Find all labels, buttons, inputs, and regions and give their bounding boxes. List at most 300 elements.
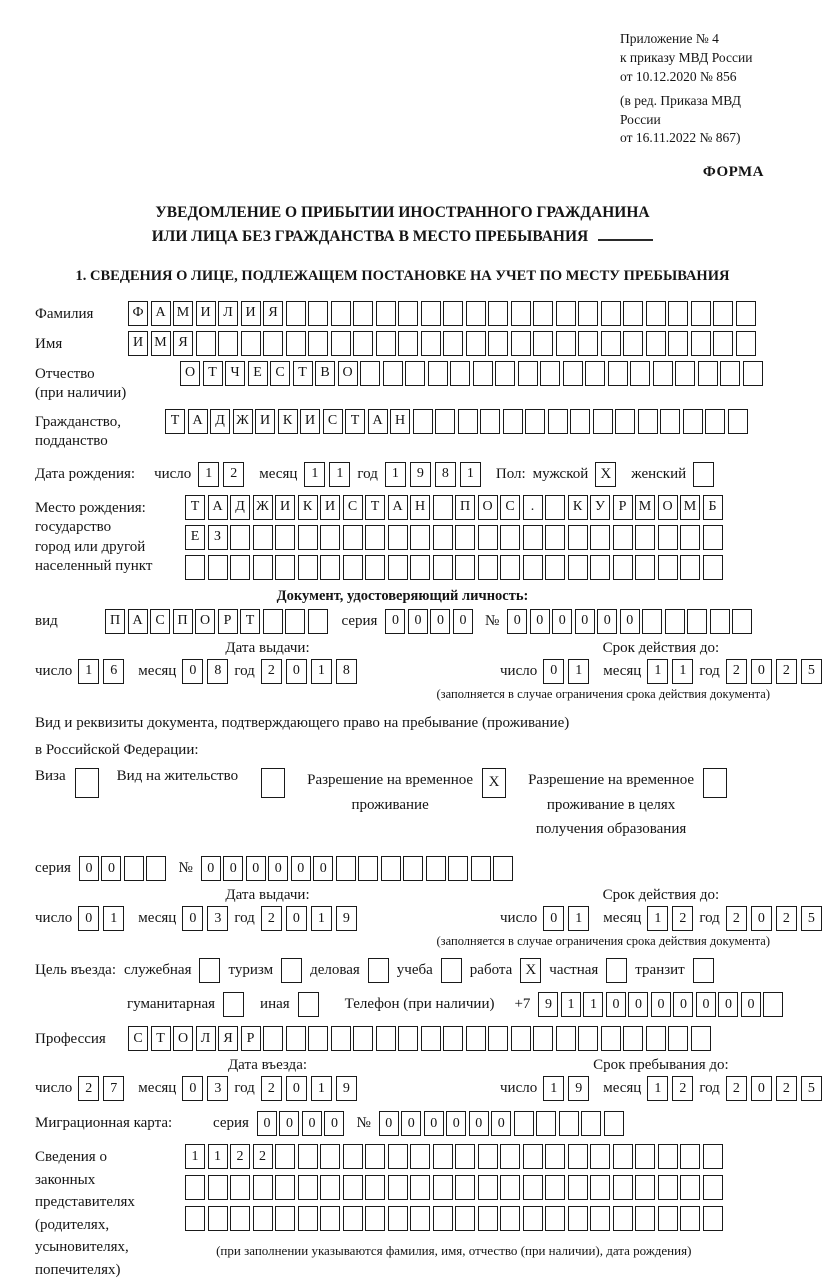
male-checkbox[interactable]: X <box>595 462 616 487</box>
char-box[interactable]: И <box>255 409 275 434</box>
char-box[interactable] <box>601 1026 621 1051</box>
char-box[interactable] <box>376 331 396 356</box>
char-box[interactable] <box>665 609 685 634</box>
char-box[interactable] <box>545 1144 565 1169</box>
char-box[interactable]: 6 <box>103 659 124 684</box>
char-box[interactable] <box>466 301 486 326</box>
char-box[interactable] <box>585 361 605 386</box>
char-box[interactable]: Т <box>165 409 185 434</box>
char-box[interactable]: Б <box>703 495 723 520</box>
char-box[interactable] <box>578 331 598 356</box>
char-box[interactable] <box>308 609 328 634</box>
char-box[interactable] <box>275 525 295 550</box>
char-box[interactable] <box>540 361 560 386</box>
purpose-business-checkbox[interactable] <box>199 958 220 983</box>
char-box[interactable] <box>630 361 650 386</box>
char-box[interactable]: 5 <box>801 906 822 931</box>
char-box[interactable]: С <box>343 495 363 520</box>
char-box[interactable] <box>405 361 425 386</box>
char-box[interactable] <box>668 301 688 326</box>
char-box[interactable]: С <box>150 609 170 634</box>
char-box[interactable] <box>410 1144 430 1169</box>
char-box[interactable]: О <box>338 361 358 386</box>
char-box[interactable] <box>743 361 763 386</box>
char-box[interactable]: Я <box>218 1026 238 1051</box>
char-box[interactable]: Т <box>365 495 385 520</box>
char-box[interactable] <box>478 555 498 580</box>
char-box[interactable] <box>646 301 666 326</box>
char-box[interactable] <box>518 361 538 386</box>
char-box[interactable]: 0 <box>279 1111 299 1136</box>
char-box[interactable] <box>523 555 543 580</box>
char-box[interactable] <box>691 331 711 356</box>
char-box[interactable]: 0 <box>469 1111 489 1136</box>
char-box[interactable]: Р <box>241 1026 261 1051</box>
char-box[interactable]: Р <box>218 609 238 634</box>
char-box[interactable] <box>590 1206 610 1231</box>
char-box[interactable] <box>410 555 430 580</box>
char-box[interactable]: Т <box>293 361 313 386</box>
char-box[interactable]: 9 <box>410 462 431 487</box>
char-box[interactable] <box>635 1144 655 1169</box>
char-box[interactable] <box>298 555 318 580</box>
char-box[interactable]: 3 <box>207 1076 228 1101</box>
char-box[interactable] <box>353 301 373 326</box>
char-box[interactable] <box>495 361 515 386</box>
char-box[interactable] <box>443 1026 463 1051</box>
char-box[interactable] <box>523 1206 543 1231</box>
char-box[interactable]: 0 <box>530 609 550 634</box>
char-box[interactable] <box>320 1206 340 1231</box>
char-box[interactable] <box>533 331 553 356</box>
char-box[interactable] <box>623 1026 643 1051</box>
char-box[interactable]: 1 <box>647 1076 668 1101</box>
char-box[interactable] <box>713 331 733 356</box>
char-box[interactable] <box>613 555 633 580</box>
residence-permit-checkbox[interactable] <box>261 768 285 798</box>
char-box[interactable]: О <box>180 361 200 386</box>
char-box[interactable]: 9 <box>568 1076 589 1101</box>
char-box[interactable] <box>691 301 711 326</box>
char-box[interactable]: 0 <box>430 609 450 634</box>
char-box[interactable]: 1 <box>568 906 589 931</box>
char-box[interactable] <box>376 1026 396 1051</box>
char-box[interactable] <box>511 1026 531 1051</box>
char-box[interactable]: Н <box>410 495 430 520</box>
char-box[interactable]: О <box>195 609 215 634</box>
char-box[interactable] <box>230 555 250 580</box>
char-box[interactable]: 2 <box>253 1144 273 1169</box>
char-box[interactable] <box>331 331 351 356</box>
char-box[interactable] <box>615 409 635 434</box>
char-box[interactable]: Я <box>173 331 193 356</box>
char-box[interactable] <box>736 301 756 326</box>
char-box[interactable]: 0 <box>696 992 716 1017</box>
char-box[interactable]: 2 <box>776 1076 797 1101</box>
char-box[interactable]: А <box>188 409 208 434</box>
char-box[interactable] <box>590 1144 610 1169</box>
char-box[interactable] <box>563 361 583 386</box>
char-box[interactable] <box>613 525 633 550</box>
char-box[interactable]: 1 <box>329 462 350 487</box>
char-box[interactable]: М <box>635 495 655 520</box>
char-box[interactable] <box>458 409 478 434</box>
char-box[interactable] <box>570 409 590 434</box>
char-box[interactable] <box>658 1144 678 1169</box>
char-box[interactable] <box>568 1206 588 1231</box>
char-box[interactable] <box>343 525 363 550</box>
char-box[interactable] <box>478 1175 498 1200</box>
female-checkbox[interactable] <box>693 462 714 487</box>
char-box[interactable]: А <box>388 495 408 520</box>
char-box[interactable]: 0 <box>101 856 121 881</box>
char-box[interactable] <box>680 1206 700 1231</box>
char-box[interactable] <box>253 1206 273 1231</box>
char-box[interactable] <box>413 409 433 434</box>
char-box[interactable] <box>680 1175 700 1200</box>
char-box[interactable] <box>410 1206 430 1231</box>
char-box[interactable]: 1 <box>385 462 406 487</box>
char-box[interactable]: 0 <box>268 856 288 881</box>
char-box[interactable] <box>448 856 468 881</box>
char-box[interactable] <box>488 1026 508 1051</box>
char-box[interactable]: У <box>590 495 610 520</box>
char-box[interactable]: Ж <box>253 495 273 520</box>
char-box[interactable]: 0 <box>718 992 738 1017</box>
char-box[interactable] <box>433 1144 453 1169</box>
char-box[interactable] <box>653 361 673 386</box>
char-box[interactable] <box>601 301 621 326</box>
char-box[interactable] <box>218 331 238 356</box>
char-box[interactable]: 2 <box>672 906 693 931</box>
char-box[interactable] <box>433 495 453 520</box>
char-box[interactable] <box>381 856 401 881</box>
char-box[interactable]: 7 <box>103 1076 124 1101</box>
char-box[interactable]: 1 <box>543 1076 564 1101</box>
char-box[interactable]: 2 <box>78 1076 99 1101</box>
char-box[interactable] <box>298 1175 318 1200</box>
char-box[interactable] <box>298 1206 318 1231</box>
char-box[interactable]: С <box>500 495 520 520</box>
char-box[interactable]: 0 <box>401 1111 421 1136</box>
char-box[interactable]: И <box>196 301 216 326</box>
char-box[interactable]: А <box>151 301 171 326</box>
char-box[interactable] <box>185 1206 205 1231</box>
char-box[interactable] <box>675 361 695 386</box>
char-box[interactable] <box>388 1175 408 1200</box>
char-box[interactable] <box>208 1206 228 1231</box>
char-box[interactable] <box>559 1111 579 1136</box>
char-box[interactable]: 0 <box>620 609 640 634</box>
char-box[interactable]: 0 <box>751 906 772 931</box>
char-box[interactable] <box>703 1206 723 1231</box>
char-box[interactable]: О <box>478 495 498 520</box>
char-box[interactable]: 0 <box>606 992 626 1017</box>
char-box[interactable] <box>358 856 378 881</box>
char-box[interactable]: 1 <box>208 1144 228 1169</box>
char-box[interactable] <box>365 1175 385 1200</box>
char-box[interactable]: 1 <box>583 992 603 1017</box>
char-box[interactable] <box>703 525 723 550</box>
char-box[interactable]: 8 <box>336 659 357 684</box>
char-box[interactable]: Т <box>345 409 365 434</box>
char-box[interactable]: 5 <box>801 1076 822 1101</box>
char-box[interactable]: 0 <box>453 609 473 634</box>
char-box[interactable] <box>365 525 385 550</box>
char-box[interactable] <box>308 331 328 356</box>
char-box[interactable]: Л <box>196 1026 216 1051</box>
char-box[interactable]: Т <box>203 361 223 386</box>
char-box[interactable] <box>646 331 666 356</box>
char-box[interactable] <box>713 301 733 326</box>
char-box[interactable]: 1 <box>568 659 589 684</box>
char-box[interactable]: И <box>320 495 340 520</box>
char-box[interactable] <box>320 1175 340 1200</box>
char-box[interactable]: Т <box>151 1026 171 1051</box>
char-box[interactable]: 1 <box>647 906 668 931</box>
char-box[interactable] <box>263 331 283 356</box>
purpose-humanitarian-checkbox[interactable] <box>223 992 244 1017</box>
char-box[interactable] <box>613 1175 633 1200</box>
char-box[interactable] <box>635 555 655 580</box>
char-box[interactable] <box>428 361 448 386</box>
char-box[interactable] <box>455 1206 475 1231</box>
purpose-tourism-checkbox[interactable] <box>281 958 302 983</box>
char-box[interactable]: 0 <box>291 856 311 881</box>
char-box[interactable] <box>763 992 783 1017</box>
purpose-study-checkbox[interactable] <box>441 958 462 983</box>
char-box[interactable]: А <box>128 609 148 634</box>
purpose-other-checkbox[interactable] <box>298 992 319 1017</box>
char-box[interactable]: 0 <box>379 1111 399 1136</box>
char-box[interactable] <box>455 1175 475 1200</box>
char-box[interactable] <box>635 1206 655 1231</box>
char-box[interactable] <box>336 856 356 881</box>
char-box[interactable]: 8 <box>207 659 228 684</box>
char-box[interactable] <box>511 331 531 356</box>
char-box[interactable]: 1 <box>304 462 325 487</box>
char-box[interactable] <box>421 331 441 356</box>
char-box[interactable]: С <box>270 361 290 386</box>
char-box[interactable] <box>124 856 144 881</box>
char-box[interactable] <box>435 409 455 434</box>
char-box[interactable] <box>353 1026 373 1051</box>
char-box[interactable] <box>426 856 446 881</box>
char-box[interactable] <box>703 1144 723 1169</box>
char-box[interactable] <box>601 331 621 356</box>
char-box[interactable] <box>455 1144 475 1169</box>
purpose-transit-checkbox[interactable] <box>693 958 714 983</box>
purpose-commercial-checkbox[interactable] <box>368 958 389 983</box>
char-box[interactable]: 0 <box>751 659 772 684</box>
char-box[interactable] <box>680 1144 700 1169</box>
char-box[interactable]: 1 <box>460 462 481 487</box>
char-box[interactable] <box>466 1026 486 1051</box>
char-box[interactable] <box>365 1144 385 1169</box>
char-box[interactable]: 0 <box>78 906 99 931</box>
char-box[interactable] <box>556 331 576 356</box>
char-box[interactable] <box>196 331 216 356</box>
char-box[interactable] <box>642 609 662 634</box>
char-box[interactable] <box>658 555 678 580</box>
char-box[interactable]: 2 <box>726 906 747 931</box>
char-box[interactable] <box>421 1026 441 1051</box>
char-box[interactable] <box>433 555 453 580</box>
char-box[interactable]: Д <box>210 409 230 434</box>
char-box[interactable] <box>275 555 295 580</box>
char-box[interactable]: Ж <box>233 409 253 434</box>
char-box[interactable] <box>230 1206 250 1231</box>
char-box[interactable]: В <box>315 361 335 386</box>
char-box[interactable] <box>545 1206 565 1231</box>
char-box[interactable] <box>353 331 373 356</box>
char-box[interactable] <box>298 525 318 550</box>
char-box[interactable] <box>478 1206 498 1231</box>
char-box[interactable] <box>308 301 328 326</box>
char-box[interactable]: 2 <box>223 462 244 487</box>
char-box[interactable] <box>343 1175 363 1200</box>
char-box[interactable] <box>703 555 723 580</box>
char-box[interactable]: 0 <box>628 992 648 1017</box>
char-box[interactable] <box>320 555 340 580</box>
char-box[interactable]: П <box>455 495 475 520</box>
char-box[interactable]: 0 <box>246 856 266 881</box>
char-box[interactable] <box>185 1175 205 1200</box>
char-box[interactable] <box>736 331 756 356</box>
char-box[interactable]: 2 <box>726 659 747 684</box>
char-box[interactable]: 2 <box>726 1076 747 1101</box>
char-box[interactable] <box>433 525 453 550</box>
char-box[interactable]: 2 <box>261 1076 282 1101</box>
char-box[interactable]: 0 <box>673 992 693 1017</box>
char-box[interactable] <box>545 555 565 580</box>
char-box[interactable]: 0 <box>302 1111 322 1136</box>
char-box[interactable] <box>720 361 740 386</box>
char-box[interactable] <box>590 525 610 550</box>
char-box[interactable]: 9 <box>336 906 357 931</box>
char-box[interactable]: 0 <box>223 856 243 881</box>
char-box[interactable] <box>275 1206 295 1231</box>
char-box[interactable]: Т <box>185 495 205 520</box>
char-box[interactable] <box>658 1175 678 1200</box>
char-box[interactable] <box>388 555 408 580</box>
char-box[interactable]: 0 <box>491 1111 511 1136</box>
char-box[interactable] <box>466 331 486 356</box>
char-box[interactable]: 0 <box>286 659 307 684</box>
char-box[interactable] <box>698 361 718 386</box>
char-box[interactable] <box>433 1206 453 1231</box>
char-box[interactable]: 2 <box>776 906 797 931</box>
char-box[interactable] <box>581 1111 601 1136</box>
char-box[interactable]: З <box>208 525 228 550</box>
char-box[interactable]: 0 <box>286 1076 307 1101</box>
char-box[interactable] <box>511 301 531 326</box>
char-box[interactable]: К <box>278 409 298 434</box>
char-box[interactable]: Ч <box>225 361 245 386</box>
char-box[interactable] <box>728 409 748 434</box>
char-box[interactable] <box>604 1111 624 1136</box>
char-box[interactable] <box>568 525 588 550</box>
char-box[interactable] <box>658 1206 678 1231</box>
char-box[interactable] <box>613 1206 633 1231</box>
char-box[interactable] <box>410 1175 430 1200</box>
char-box[interactable] <box>536 1111 556 1136</box>
char-box[interactable]: 2 <box>230 1144 250 1169</box>
char-box[interactable] <box>545 525 565 550</box>
char-box[interactable] <box>608 361 628 386</box>
char-box[interactable]: 9 <box>336 1076 357 1101</box>
char-box[interactable] <box>533 301 553 326</box>
char-box[interactable]: 0 <box>286 906 307 931</box>
char-box[interactable] <box>360 361 380 386</box>
char-box[interactable] <box>525 409 545 434</box>
char-box[interactable] <box>578 1026 598 1051</box>
char-box[interactable] <box>320 1144 340 1169</box>
char-box[interactable]: 0 <box>324 1111 344 1136</box>
char-box[interactable]: О <box>658 495 678 520</box>
char-box[interactable] <box>253 1175 273 1200</box>
char-box[interactable] <box>480 409 500 434</box>
char-box[interactable] <box>635 1175 655 1200</box>
char-box[interactable] <box>556 301 576 326</box>
char-box[interactable] <box>590 1175 610 1200</box>
char-box[interactable] <box>646 1026 666 1051</box>
char-box[interactable]: 1 <box>185 1144 205 1169</box>
char-box[interactable] <box>590 555 610 580</box>
char-box[interactable]: 1 <box>311 906 332 931</box>
char-box[interactable] <box>683 409 703 434</box>
char-box[interactable] <box>478 1144 498 1169</box>
char-box[interactable]: И <box>128 331 148 356</box>
visa-checkbox[interactable] <box>75 768 99 798</box>
char-box[interactable]: Я <box>263 301 283 326</box>
char-box[interactable]: Т <box>240 609 260 634</box>
char-box[interactable] <box>298 1144 318 1169</box>
char-box[interactable]: М <box>680 495 700 520</box>
char-box[interactable] <box>691 1026 711 1051</box>
char-box[interactable] <box>500 1175 520 1200</box>
char-box[interactable]: И <box>241 301 261 326</box>
temp-residence-checkbox[interactable]: X <box>482 768 506 798</box>
char-box[interactable] <box>488 331 508 356</box>
char-box[interactable] <box>343 1144 363 1169</box>
edu-residence-checkbox[interactable] <box>703 768 727 798</box>
char-box[interactable] <box>285 609 305 634</box>
char-box[interactable] <box>545 1175 565 1200</box>
char-box[interactable] <box>241 331 261 356</box>
char-box[interactable]: 0 <box>182 906 203 931</box>
char-box[interactable] <box>383 361 403 386</box>
char-box[interactable]: Н <box>390 409 410 434</box>
char-box[interactable]: 0 <box>79 856 99 881</box>
char-box[interactable] <box>488 301 508 326</box>
char-box[interactable] <box>275 1144 295 1169</box>
char-box[interactable] <box>208 555 228 580</box>
char-box[interactable] <box>514 1111 534 1136</box>
char-box[interactable] <box>253 525 273 550</box>
char-box[interactable] <box>398 301 418 326</box>
char-box[interactable] <box>230 525 250 550</box>
char-box[interactable]: Р <box>613 495 633 520</box>
char-box[interactable]: П <box>173 609 193 634</box>
char-box[interactable] <box>523 1175 543 1200</box>
char-box[interactable] <box>473 361 493 386</box>
char-box[interactable] <box>503 409 523 434</box>
char-box[interactable] <box>421 301 441 326</box>
char-box[interactable]: 2 <box>776 659 797 684</box>
char-box[interactable]: К <box>568 495 588 520</box>
char-box[interactable] <box>455 555 475 580</box>
